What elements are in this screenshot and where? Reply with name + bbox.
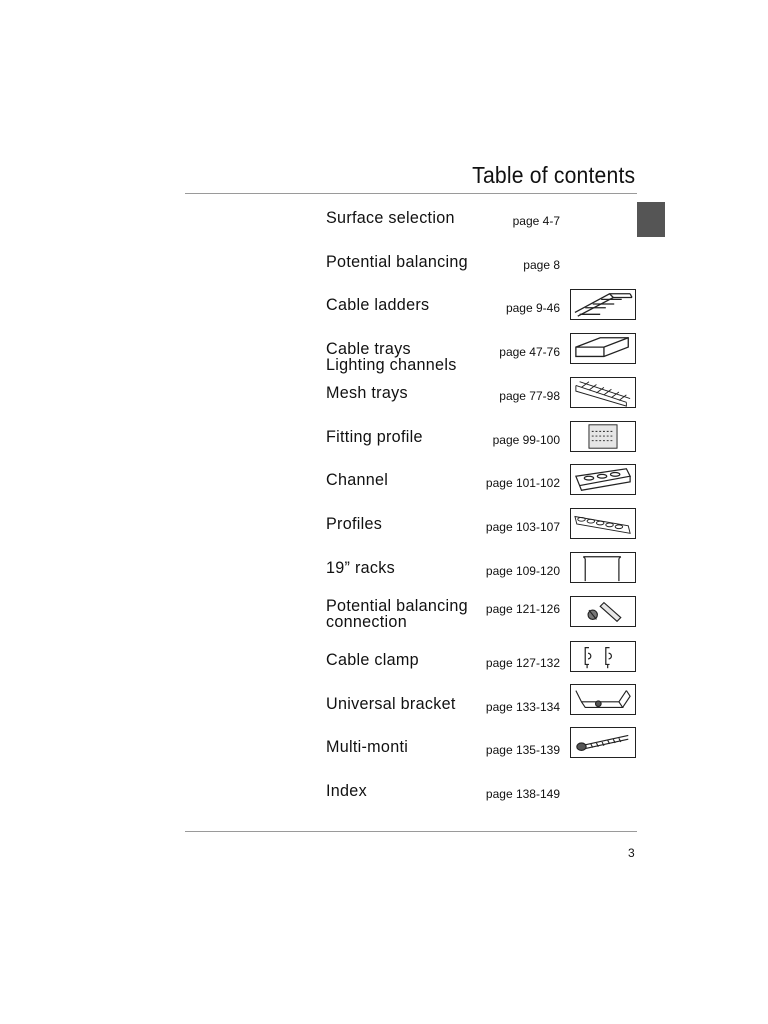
toc-entry-cable-ladders[interactable] bbox=[0, 297, 768, 331]
fitting-profile-icon bbox=[570, 421, 636, 452]
toc-entry-multi-monti[interactable] bbox=[0, 739, 768, 773]
toc-entry-page[interactable]: page 109-120 bbox=[485, 564, 560, 578]
footer-divider bbox=[185, 831, 637, 832]
profiles-icon bbox=[570, 508, 636, 539]
toc-entry-label: Potential balancing bbox=[326, 596, 468, 615]
toc-entry-label: Mesh trays bbox=[326, 383, 408, 402]
toc-entry-page[interactable]: page 138-149 bbox=[485, 787, 560, 801]
toc-entry-label: 19” racks bbox=[326, 558, 395, 577]
toc-entry-page[interactable]: page 9-46 bbox=[505, 301, 560, 315]
cable-tray-icon bbox=[570, 333, 636, 364]
toc-entry-label: Surface selection bbox=[326, 208, 455, 227]
header-divider bbox=[185, 193, 637, 194]
multi-monti-icon bbox=[570, 727, 636, 758]
toc-entry-page[interactable]: page 47-76 bbox=[499, 345, 560, 359]
toc-entry-label: Cable trays bbox=[326, 339, 411, 358]
toc-entry-label: Index bbox=[326, 781, 367, 800]
page-number: 3 bbox=[628, 846, 635, 860]
toc-entry-page[interactable]: page 8 bbox=[523, 258, 560, 272]
toc-entry-label: Multi-monti bbox=[326, 737, 409, 756]
toc-entry-page[interactable]: page 77-98 bbox=[499, 389, 560, 403]
toc-entry-label: Cable ladders bbox=[326, 295, 430, 314]
channel-icon bbox=[570, 464, 636, 495]
toc-entry-surface-selection[interactable] bbox=[0, 210, 768, 244]
mesh-tray-icon bbox=[570, 377, 636, 408]
toc-entry-mesh-trays[interactable] bbox=[0, 385, 768, 419]
toc-entry-page[interactable]: page 135-139 bbox=[485, 743, 560, 757]
toc-entry-label: Profiles bbox=[326, 514, 383, 533]
page-title: Table of contents bbox=[471, 162, 635, 188]
toc-entry-potential-balancing[interactable] bbox=[0, 254, 768, 288]
cable-ladder-icon bbox=[570, 289, 636, 320]
balancing-connection-icon bbox=[570, 596, 636, 627]
toc-entry-label-line2: connection bbox=[326, 612, 407, 631]
toc-entry-fitting-profile[interactable] bbox=[0, 429, 768, 463]
toc-entry-label: Fitting profile bbox=[326, 427, 423, 446]
rack-icon bbox=[570, 552, 636, 583]
toc-entry-cable-clamp[interactable] bbox=[0, 652, 768, 686]
toc-entry-universal-bracket[interactable] bbox=[0, 696, 768, 730]
toc-entry-cable-trays[interactable] bbox=[0, 341, 768, 375]
toc-entry-page[interactable]: page 101-102 bbox=[485, 476, 560, 490]
toc-entry-label: Potential balancing bbox=[326, 252, 468, 271]
toc-entry-label-line2: Lighting channels bbox=[326, 355, 457, 374]
cable-clamp-icon bbox=[570, 641, 636, 672]
toc-entry-page[interactable]: page 4-7 bbox=[512, 214, 560, 228]
toc-entry-page[interactable]: page 133-134 bbox=[485, 700, 560, 714]
toc-entry-potential-balancing-connection[interactable] bbox=[0, 598, 768, 632]
toc-entry-page[interactable]: page 127-132 bbox=[485, 656, 560, 670]
toc-entry-label: Channel bbox=[326, 470, 389, 489]
toc-entry-label: Cable clamp bbox=[326, 650, 419, 669]
toc-entry-page[interactable]: page 103-107 bbox=[485, 520, 560, 534]
toc-entry-profiles[interactable] bbox=[0, 516, 768, 550]
toc-entry-page[interactable]: page 99-100 bbox=[492, 433, 560, 447]
toc-entry-page[interactable]: page 121-126 bbox=[485, 602, 560, 616]
universal-bracket-icon bbox=[570, 684, 636, 715]
toc-entry-racks[interactable] bbox=[0, 560, 768, 594]
toc-entry-label: Universal bracket bbox=[326, 694, 456, 713]
toc-entry-index[interactable] bbox=[0, 783, 768, 817]
toc-entry-channel[interactable] bbox=[0, 472, 768, 506]
